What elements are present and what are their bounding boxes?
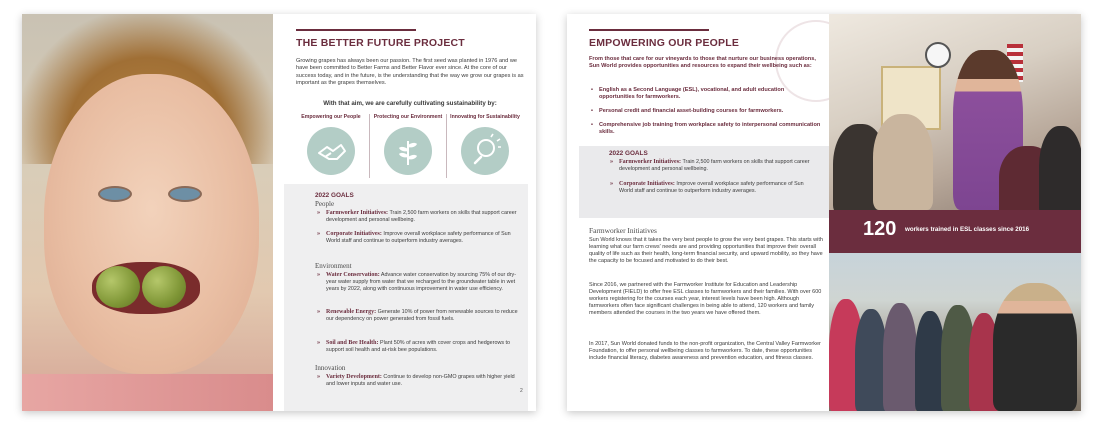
goals-heading: 2022 GOALS [315,192,354,199]
stat-number: 120 [863,218,897,240]
opportunity-item: • English as a Second Language (ESL), vocational, and adult education opportunities for farmworkers. [591,87,785,101]
pillar-label-people: Empowering our People [301,114,361,120]
goal-variety-development: » Variety Development: Continue to develop non-GMO grapes with higher yield and lower inputs and water use. [317,374,515,388]
stat-text: workers trained in ESL classes since 2016 [905,226,1030,233]
goal-water-conservation: » Water Conservation: Advance water conservation by sourcing 75% of our dry-year water supply from water that we recharged to the groundwater table in wet years by 2022, along with continuous improvement in water use efficiency. [317,272,517,293]
page-title: THE BETTER FUTURE PROJECT [296,37,465,49]
pillar-label-environment: Protecting our Environment [373,114,443,120]
pillar-label-innovation: Innovating for Sustainability [450,114,520,120]
opportunity-item: • Personal credit and financial asset-building courses for farmworkers. [591,108,784,114]
section-heading-environment: Environment [315,262,352,270]
goal-farmworker-initiatives: » Farmworker Initiatives: Train 2,500 farm workers on skills that support career development and personal wellbeing. [317,210,517,224]
page-number: 2 [520,388,523,394]
stat-banner [829,210,1081,253]
plant-sprout-icon [384,127,432,175]
body-paragraph: In 2017, Sun World donated funds to the non-profit organization, the Central Valley Farmworker Foundation, to offer personal wellbeing classes to farmworkers. To date, these opportunities include financial literacy, diabetes awareness and prevention education, and fitness classes. [589,341,821,362]
goal-soil-bee-health: » Soil and Bee Health: Plant 50% of acres with cover crops and hedgerows to support soil health and at-risk bee populations. [317,340,511,354]
handshake-icon [307,127,355,175]
page-title: EMPOWERING OUR PEOPLE [589,37,740,49]
body-paragraph: Sun World knows that it takes the very best people to grow the very best grapes. This starts with learning what our farm crews' needs are and providing opportunities that improve their overall quality of life such as their health, long-term financial security, and upward mobility, so they have the capacity to be focused and motivated to do their best. [589,237,823,265]
opportunity-item: • Comprehensive job training from workplace safety to interpersonal communication skills. [591,122,821,136]
goal-farmworker-initiatives: » Farmworker Initiatives: Train 2,500 farm workers on skills that support career development and personal wellbeing. [610,159,810,173]
goal-renewable-energy: » Renewable Energy: Generate 10% of power from renewable sources to reduce our dependency on power generated from fossil fuels. [317,309,518,323]
goal-corporate-initiatives: » Corporate Initiatives: Improve overall workplace safety performance of Sun World staff and continue to outperform industry averages. [610,181,804,195]
lightbulb-icon [461,127,509,175]
title-rule [296,29,416,31]
intro-paragraph: From those that care for our vineyards to those that nurture our business operations, Sun World provides opportunities and resources to expand their wellbeing such as: [589,56,816,70]
classroom-photo [829,14,1081,210]
right-text-column [579,14,829,411]
field-workers-photo [829,253,1081,411]
body-paragraph: Since 2016, we partnered with the Farmworker Institute for Education and Leadership Development (FIELD) to offer free ESL classes to farmworkers and their families. With over 600 workers registering for the courses each year, interest levels have been high. Although farmworkers often face significant challenges in being able to attend, 120 workers and family members attended the courses in the two years we have offered them. [589,282,822,317]
intro-paragraph: Growing grapes has always been our passion. The first seed was planted in 1976 and we have been committed to Better Farms and Better Flavor ever since. At the core of our success today, and in the future, is the understanding that the way we grow our grapes is as important as the grapes themselves. [296,58,524,87]
aim-statement: With that aim, we are carefully cultivating sustainability by: [323,100,497,107]
farmworker-initiatives-heading: Farmworker Initiatives [589,226,657,235]
child-grapes-photo [22,14,273,411]
goal-corporate-initiatives: » Corporate Initiatives: Improve overall workplace safety performance of Sun World staff and continue to outperform industry averages. [317,231,511,245]
title-rule [589,29,709,31]
right-page [567,14,1081,411]
goals-heading: 2022 GOALS [609,150,648,157]
left-page [22,14,536,411]
left-text-column [284,14,528,411]
section-heading-innovation: Innovation [315,364,346,372]
section-heading-people: People [315,200,335,208]
